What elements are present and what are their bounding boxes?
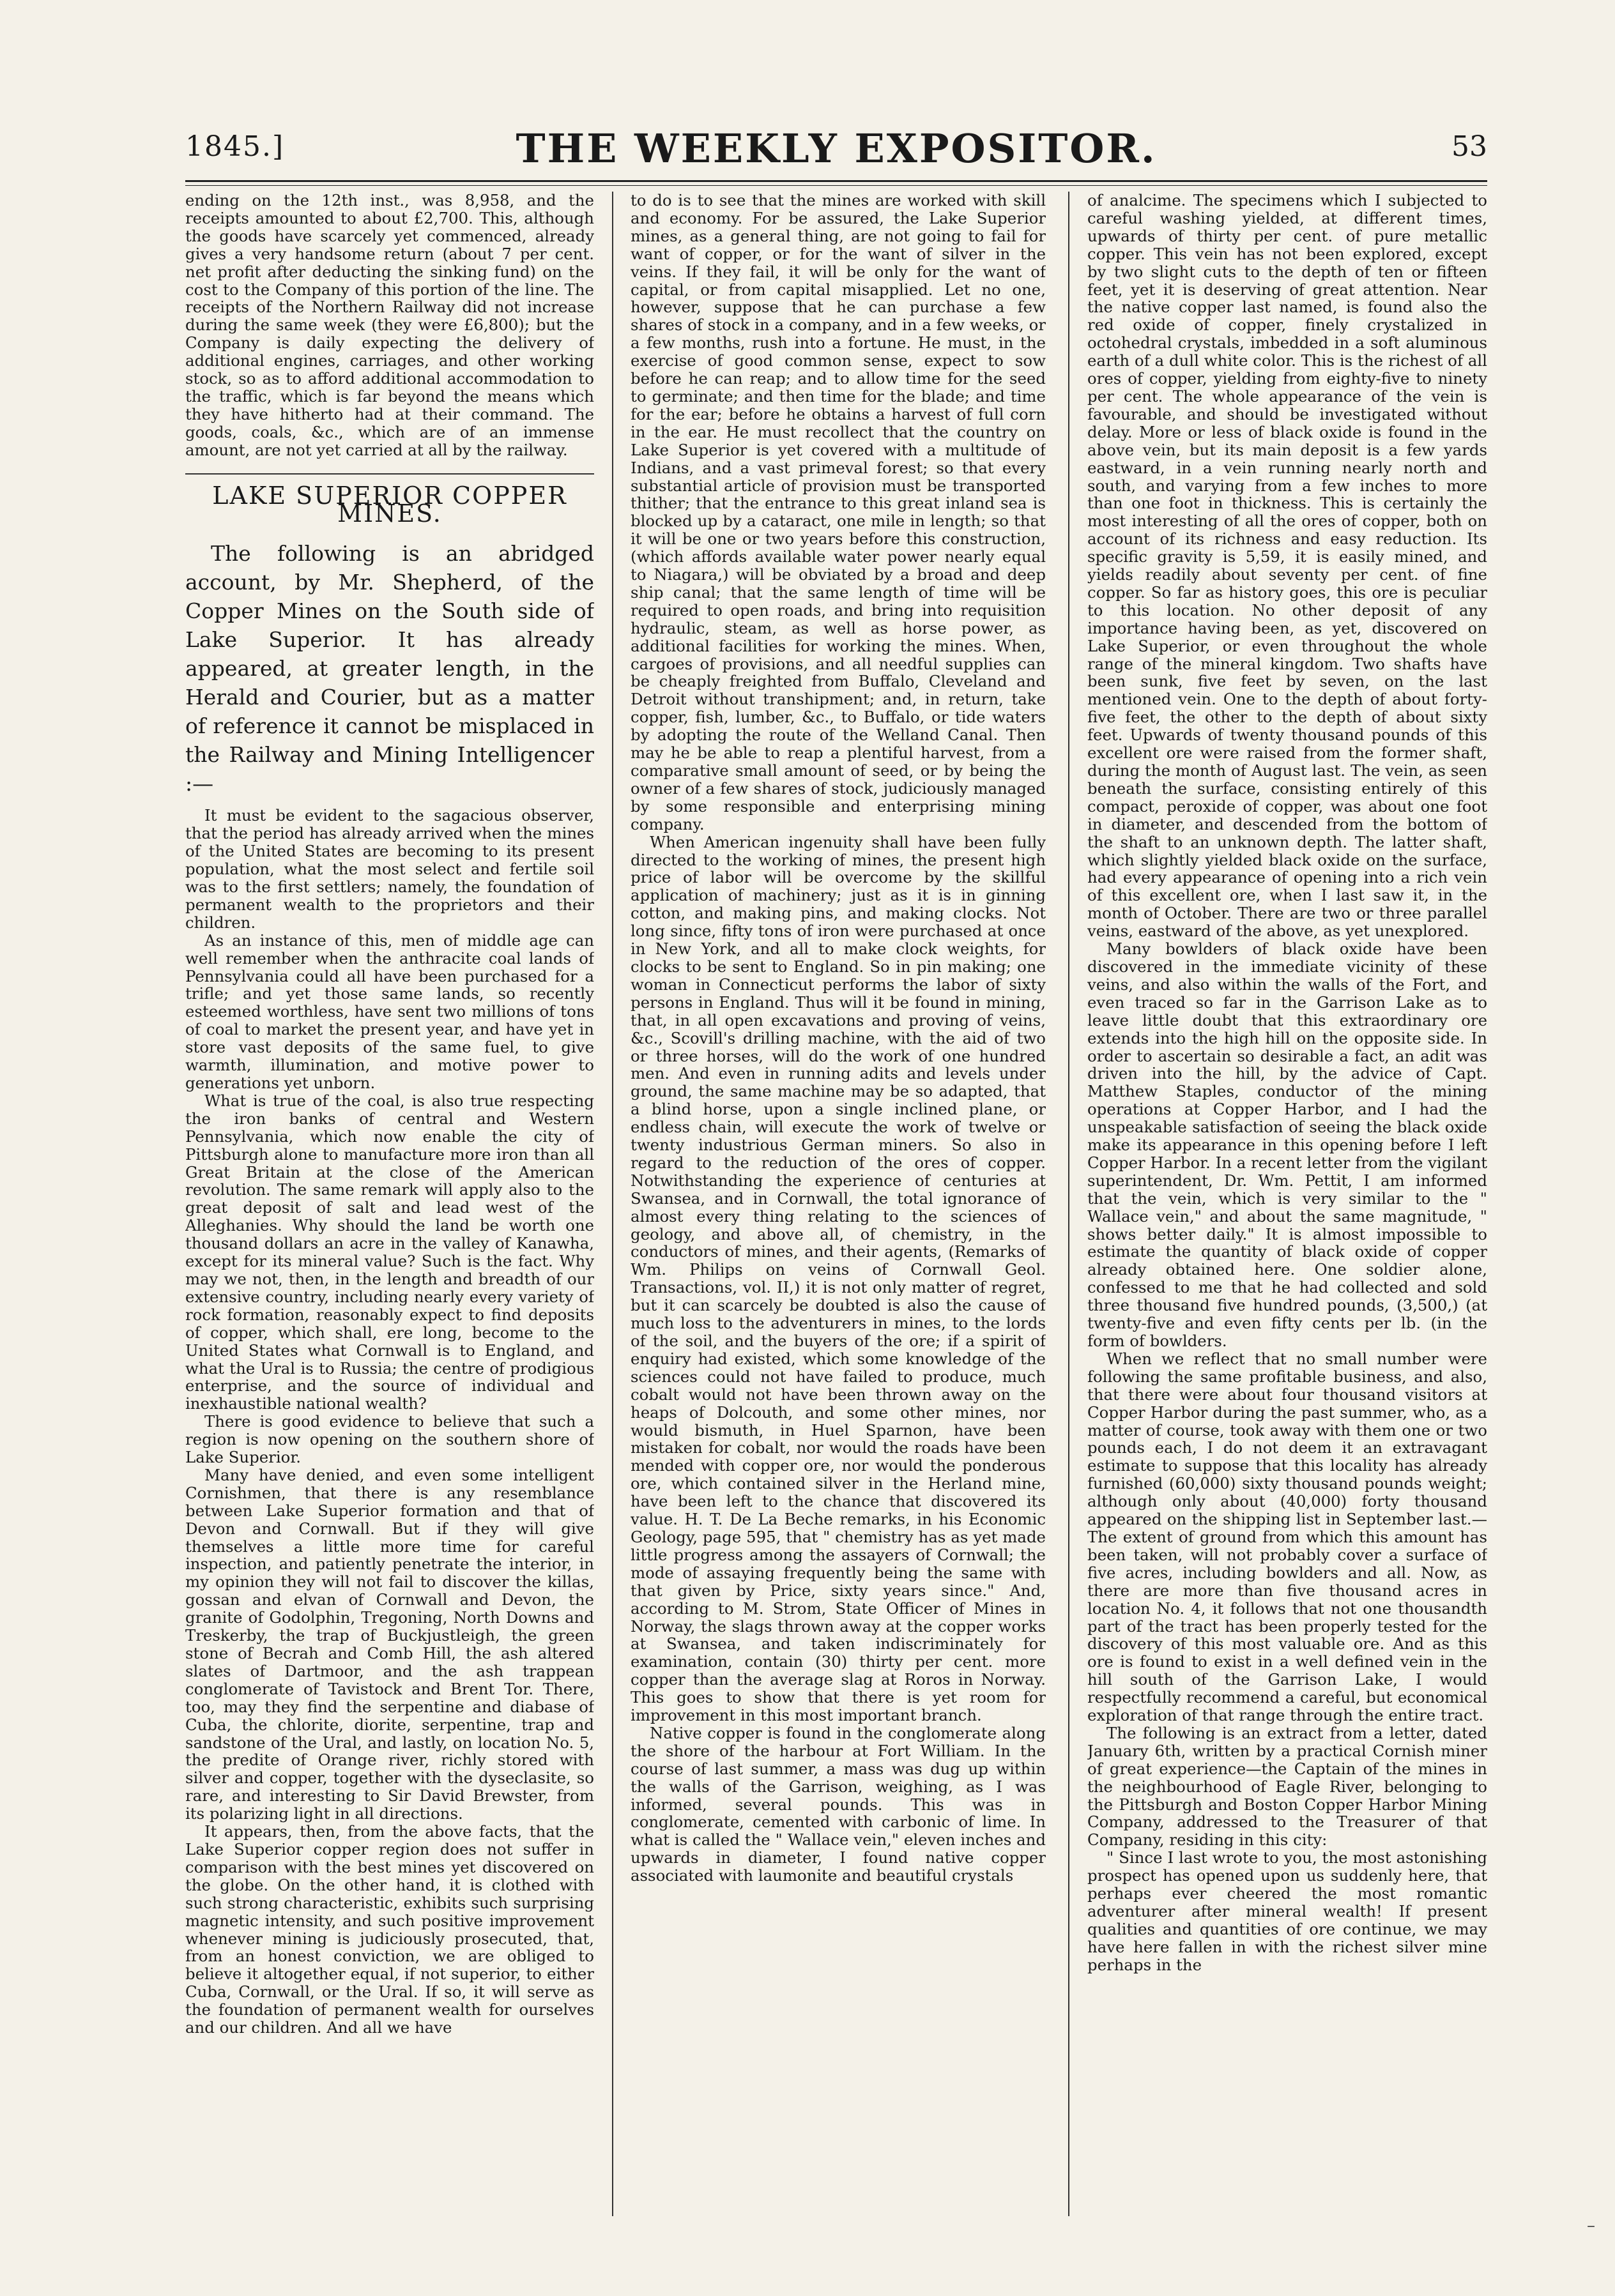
margin-mark: –	[1587, 2216, 1595, 2235]
intro-paragraph: The following is an abridged account, by Mr. Shepherd, of the Copper Mines on the South side of Lake Superior. It has already appeared, at greater length, in the Herald and Courier, but as a matter of reference it cannot be misplaced in the Railway and Mining Intelligencer :—	[185, 541, 594, 796]
column-divider	[612, 192, 613, 2216]
paragraph: When American ingenuity shall have been fully directed to the working of mines, the present high price of labor will be overcome by the skillful application of machinery; just as it is in ginning cotton, and making pins, and making clocks. Not long since, fifty tons of iron were purchased at once in New York, and all to make clock weights, for clocks to be sent to England. So in pin making; one woman in Connecticut performs the labor of sixty persons in England. Thus will it be found in mining, that, in all open excavations and proving of veins, &c., Scovill's drilling machine, with the aid of two or three horses, will do the work of one hundred men. And even in running adits and levels under ground, the same machine may be so adapted, that a blind horse, upon a single inclined plane, or endless chain, will execute the work of twelve or twenty industrious German miners. So also in regard to the reduction of the ores of copper. Notwithstanding the experience of centuries at Swansea, and in Cornwall, the total ignorance of almost every thing relating to the sciences of geology, and above all, of chemistry, in the conductors of mines, and their agents, (Remarks of Wm. Philips on veins of Cornwall Geol. Transactions, vol. II,) it is not only matter of regret, but it can scarcely be doubted is also the cause of much loss to the adventurers in mines, to the lords of the soil, and the buyers of the ore; if a spirit of enquiry had existed, which some knowledge of the sciences could not have failed to produce, much cobalt would not have been thrown away on the heaps of Dolcouth, and some other mines, nor would bismuth, in Huel Sparnon, have been mistaken for cobalt, nor would the roads have been mended with copper ore, nor would the ponderous ore, which contained silver in the Herland mine, have been left to the chance that discovered its value. H. T. De La Beche remarks, in his Economic Geology, page 595, that " chemistry has as yet made little progress among the assayers of Cornwall; the mode of assaying frequently being the same with that given by Price, sixty years since." And, according to M. Strom, State Officer of Mines in Norway, the slags thrown away at the copper works at Swansea, and taken indiscriminately for examination, contain (30) thirty per cent. more copper than the average slag at Roros in Norway. This goes to show that there is yet room for improvement in this most important branch.	[631, 832, 1046, 1725]
paragraph: What is true of the coal, is also true respecting the iron banks of central and Western Pennsylvania, which now enable the city of Pittsburgh alone to manufacture more iron than all Great Britain at the close of the American revolution. The same remark will apply also to the great deposit of salt and lead west of the Alleghanies. Why should the land be worth one thousand dollars an acre in the valley of Kanawha, except for its mineral value? Such is the fact. Why may we not, then, in the length and breadth of our extensive country, including nearly every variety of rock formation, reasonably expect to find deposits of copper, which shall, ere long, become to the United States what Cornwall is to England, and what the Ural is to Russia; the centre of prodigious enterprise, and the source of individual and inexhaustible national wealth?	[185, 1091, 594, 1413]
header-year: 1845.]	[185, 130, 285, 163]
column-divider	[1068, 192, 1069, 2216]
column-3	[1087, 192, 1487, 2235]
paragraph: Many bowlders of black oxide have been discovered in the immediate vicinity of these veins, and also within the walls of the Fort, and even traced so far in the Garrison Lake as to leave little doubt that this extraordinary ore extends into the high hill on the opposite side. In order to ascertain so desirable a fact, an adit was driven into the hill, by the advice of Capt. Matthew Staples, conductor of the mining operations at Copper Harbor, and I had the unspeakable satisfaction of seeing the black oxide make its appearance in this opening before I left Copper Harbor. In a recent letter from the vigilant superintendent, Dr. Wm. Pettit, I am informed that the vein, which is very similar to the " Wallace vein," and about the same magnitude, " shows better daily." It is almost impossible to estimate the quantity of black oxide of copper already obtained here. One soldier alone, confessed to me that he had collected and sold three thousand five hundred pounds, (3,500,) (at twenty-five and even fifty cents per lb. (in the form of bowlders.	[1087, 939, 1487, 1350]
running-head	[185, 125, 1487, 176]
header-rule	[185, 180, 1487, 182]
article-intro	[185, 539, 594, 798]
railway-report-tail: ending on the 12th inst., was 8,958, and the receipts amounted to about £2,700. This, although the goods have scarcely yet commenced, already gives a very handsome return (about 7 per cent. net profit after deducting the sinking fund) on the cost to the Company of this portion of the line. The receipts of the Northern Railway did not increase during the same week (they were £6,800); but the Company is daily expecting the delivery of additional engines, carriages, and other working stock, so as to afford additional accommodation to the traffic, which is far beyond the means which they have hitherto had at their command. The goods, coals, &c., which are of an immense amount, are not yet carried at all by the railway.	[185, 192, 594, 459]
paragraph: Many have denied, and even some intelligent Cornishmen, that there is any resemblance between Lake Superior formation and that of Devon and Cornwall. But if they will give themselves a little more time for careful inspection, and patiently penetrate the interior, in my opinion they will not fail to discover the killas, gossan and elvan of Cornwall and Devon, the granite of Godolphin, Tregoning, North Downs and Treskerby, the trap of Buckjustleigh, the green stone of Becrah and Comb Hill, the ash altered slates of Dartmoor, and the ash trappean conglomerate of Tavistock and Brent Tor. There, too, may they find the serpentine and diabase of Cuba, the chlorite, diorite, serpentine, trap and sandstone of the Ural, and lastly, on location No. 5, the predite of Orange river, richly stored with silver and copper, together with the dyseclasite, so rare, and interesting to Sir David Brewster, from its polarizing light in all directions.	[185, 1465, 594, 1823]
paragraph: When we reflect that no small number were following the same profitable business, and also, that there were about four thousand visitors at Copper Harbor during the past summer, who, as a matter of course, took away with them one or two pounds each, I do not deem it an extravagant estimate to suppose that this locality has already furnished (60,000) sixty thousand pounds weight; although only about (40,000) forty thousand appeared on the shipping list in September last.— The extent of ground from which this amount has been taken, will not probably cover a surface of five acres, including bowlders and all. Now, as there are more than five thousand acres in location No. 4, it follows that not one thousandth part of the tract has been properly tested for the discovery of this most valuable ore. And as this ore is found to exist in a well defined vein in the hill south of the Garrison Lake, I would respectfully recommend a careful, but economical exploration of that range through the entire tract.	[1087, 1349, 1487, 1725]
column-1	[185, 192, 594, 2235]
section-title: LAKE SUPERIOR COPPER MINES.	[212, 481, 567, 528]
paragraph: " Since I last wrote to you, the most astonishing prospect has opened upon us suddenly here, that perhaps ever cheered the most romantic adventurer after mineral wealth! If present qualities and quantities of ore continue, we may have here fallen in with the richest silver mine perhaps in the	[1087, 1848, 1487, 1974]
paragraph: The following is an extract from a letter, dated January 6th, written by a practical Cornish miner of great experience—the Captain of the mines in the neighbourhood of Eagle River, belonging to the Pittsburgh and Boston Copper Harbor Mining Company, addressed to the Treasurer of that Company, residing in this city:	[1087, 1723, 1487, 1850]
paragraph: of analcime. The specimens which I subjected to careful washing yielded, at different times, upwards of thirty per cent. of pure metallic copper. This vein has not been explored, except by two slight cuts to the depth of ten or fifteen feet, yet it is deserving of great attention. Near the native copper last named, is found also the red oxide of copper, finely crystalized in octohedral crystals, imbedded in a soft aluminous earth of a dull white color. This is the richest of all ores of copper, yielding from eighty-five to ninety per cent. The whole appearance of the vein is favourable, and should be investigated without delay. More or less of black oxide is found in the above vein, but its main deposit is a few yards eastward, in a vein running nearly north and south, and varying from a few inches to more than one foot in thickness. This is certainly the most interesting of all the ores of copper, both on account of its richness and easy reduction. Its specific gravity is 5,59, it is easily mined, and yields readily about seventy per cent. of fine copper. So far as history goes, this ore is peculiar to this location. No other deposit of any importance having been, as yet, discovered on Lake Superior, or even throughout the whole range of the mineral kingdom. Two shafts have been sunk, five feet by seven, on the last mentioned vein. One to the depth of about forty-five feet, the other to the depth of about sixty feet. Upwards of twenty thousand pounds of this excellent ore were raised from the former shaft, during the month of August last. The vein, as seen beneath the surface, consisting entirely of this compact, peroxide of copper, was about one foot in diameter, and descended from the bottom of the shaft to an unknown depth. The latter shaft, which slightly yielded black oxide on the surface, had every appearance of opening into a rich vein of this excellent ore, when I last saw it, in the month of October. There are two or three parallel veins, eastward of the above, as yet unexplored.	[1087, 192, 1487, 941]
section-divider	[185, 473, 594, 475]
paragraph: As an instance of this, men of middle age can well remember when the anthracite coal lands of Pennsylvania could all have been purchased for a trifle; and yet those same lands, so recently esteemed worthless, have sent two millions of tons of coal to market the present year, and have yet in store vast deposits of the same fuel, to give warmth, illumination, and motive power to generations yet unborn.	[185, 931, 594, 1092]
page-number: 53	[1451, 130, 1487, 163]
column-2	[631, 192, 1046, 2235]
paragraph: It appears, then, from the above facts, that the Lake Superior copper region does not suffer in comparison with the best mines yet discovered on the globe. On the other hand, it is clothed with such strong characteristic, exhibits such surprising magnetic intensity, and such positive improvement whenever mining is judiciously prosecuted, that, from an honest conviction, we are obliged to believe it altogether equal, if not superior, to either Cuba, Cornwall, or the Ural. If so, it will serve as the foundation of permanent wealth for ourselves and our children. And all we have	[185, 1822, 594, 2037]
paragraph: There is good evidence to believe that such a region is now opening on the southern shore of Lake Superior.	[185, 1412, 594, 1467]
publication-title: THE WEEKLY EXPOSITOR.	[516, 125, 1157, 172]
header-rule-thin	[185, 185, 1487, 186]
paragraph: It must be evident to the sagacious observer, that the period has already arrived when the mines of the United States are becoming to its present population, what the most select and fertile soil was to the first settlers; namely, the foundation of permanent wealth to the proprietors and their children.	[185, 806, 594, 932]
paragraph: Native copper is found in the conglomerate along the shore of the harbour at Fort William. In the course of last summer, a mass was dug up within the walls of the Garrison, weighing, as I was informed, several pounds. This was in conglomerate, cemented with carbonic of lime. In what is called the " Wallace vein," eleven inches and upwards in diameter, I found native copper associated with laumonite and beautiful crystals	[631, 1723, 1046, 1885]
paragraph: to do is to see that the mines are worked with skill and economy. For be assured, the Lake Superior mines, as a general thing, are not going to fail for want of copper, or for the want of silver in the veins. If they fail, it will be only for the want of capital, or from capital misapplied. Let no one, however, suppose that he can purchase a few shares of stock in a company, and in a few weeks, or a few months, rush into a fortune. He must, in the exercise of good common sense, expect to sow before he can reap; and to allow time for the seed to germinate; and then time for the blade; and time for the ear; before he obtains a harvest of full corn in the ear. He must recollect that the country on Lake Superior is yet covered with a multitude of Indians, and a vast primeval forest; so that every substantial article of provision must be transported thither; that the entrance to this great inland sea is blocked up by a cataract, one mile in length; so that it will be one or two years before this construction, (which affords available water power nearly equal to Niagara,) will be obviated by a broad and deep ship canal; that the same length of time will be required to open roads, and bring into requisition hydraulic, steam, as well as horse power, as additional facilities for working the mines. When, cargoes of provisions, and all needful supplies can be cheaply freighted from Buffalo, Cleveland and Detroit without transhipment; and, in return, take copper, fish, lumber, &c., to Buffalo, or tide waters by adopting the route of the Welland Canal. Then may he be able to reap a plentiful harvest, from a comparative small amount of seed, or by being the owner of a few shares of stock, judiciously managed by some responsible and enterprising mining company.	[631, 192, 1046, 833]
